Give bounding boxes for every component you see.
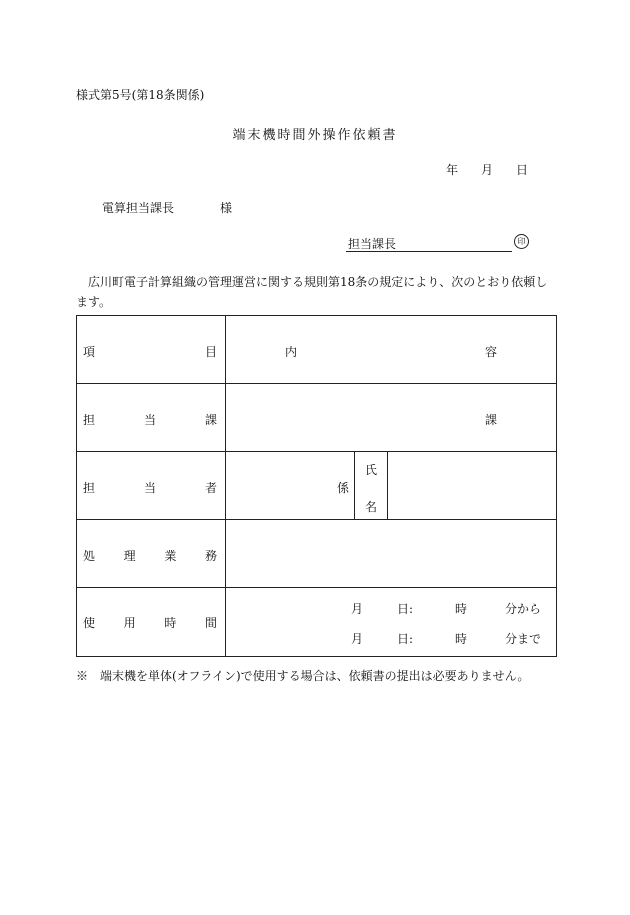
seal-mark-icon: 印 [514, 234, 529, 249]
dept-label: 担 当 課 [83, 413, 217, 427]
name-label-2: 名 [365, 500, 378, 514]
form-number: 様式第5号(第18条関係) [76, 88, 205, 102]
to-day: 日: [397, 632, 414, 646]
to-month: 月 [351, 632, 364, 646]
from-hour: 時 [455, 602, 468, 616]
to-hour: 時 [455, 632, 468, 646]
from-day: 日: [397, 602, 414, 616]
name-cell-divider [387, 451, 388, 519]
from-month: 月 [351, 602, 364, 616]
document-title: 端末機時間外操作依頼書 [232, 128, 398, 143]
header-content-right: 容 [485, 345, 498, 359]
footnote: ※ 端末機を単体(オフライン)で使用する場合は、依頼書の提出は必要ありません。 [76, 669, 530, 683]
sender-title: 担当課長 [348, 237, 397, 251]
column-divider [225, 316, 226, 656]
addressee: 電算担当課長 [102, 201, 175, 215]
name-label-1: 氏 [365, 463, 378, 477]
person-label: 担 当 者 [83, 481, 217, 495]
row-divider [77, 519, 556, 520]
row-divider [77, 587, 556, 588]
section-suffix: 係 [337, 481, 350, 495]
from-minute: 分から [505, 602, 542, 616]
date-month-label: 月 [481, 163, 494, 177]
to-minute: 分まで [505, 632, 542, 646]
honorific: 様 [220, 201, 233, 215]
sender-signature-line [346, 251, 512, 252]
task-label: 処 理 業 務 [83, 549, 217, 563]
usage-label: 使 用 時 間 [83, 616, 217, 630]
dept-suffix: 課 [485, 413, 498, 427]
header-item-label: 項 目 [83, 345, 217, 359]
row-divider [77, 451, 556, 452]
date-year-label: 年 [446, 163, 459, 177]
row-divider [77, 383, 556, 384]
intro-paragraph: 広川町電子計算組織の管理運営に関する規則第18条の規定により、次のとおり依頼します。 [76, 275, 548, 309]
name-cell-divider [354, 451, 355, 519]
header-content-left: 内 [285, 345, 298, 359]
date-day-label: 日 [516, 163, 529, 177]
request-table [76, 315, 557, 657]
